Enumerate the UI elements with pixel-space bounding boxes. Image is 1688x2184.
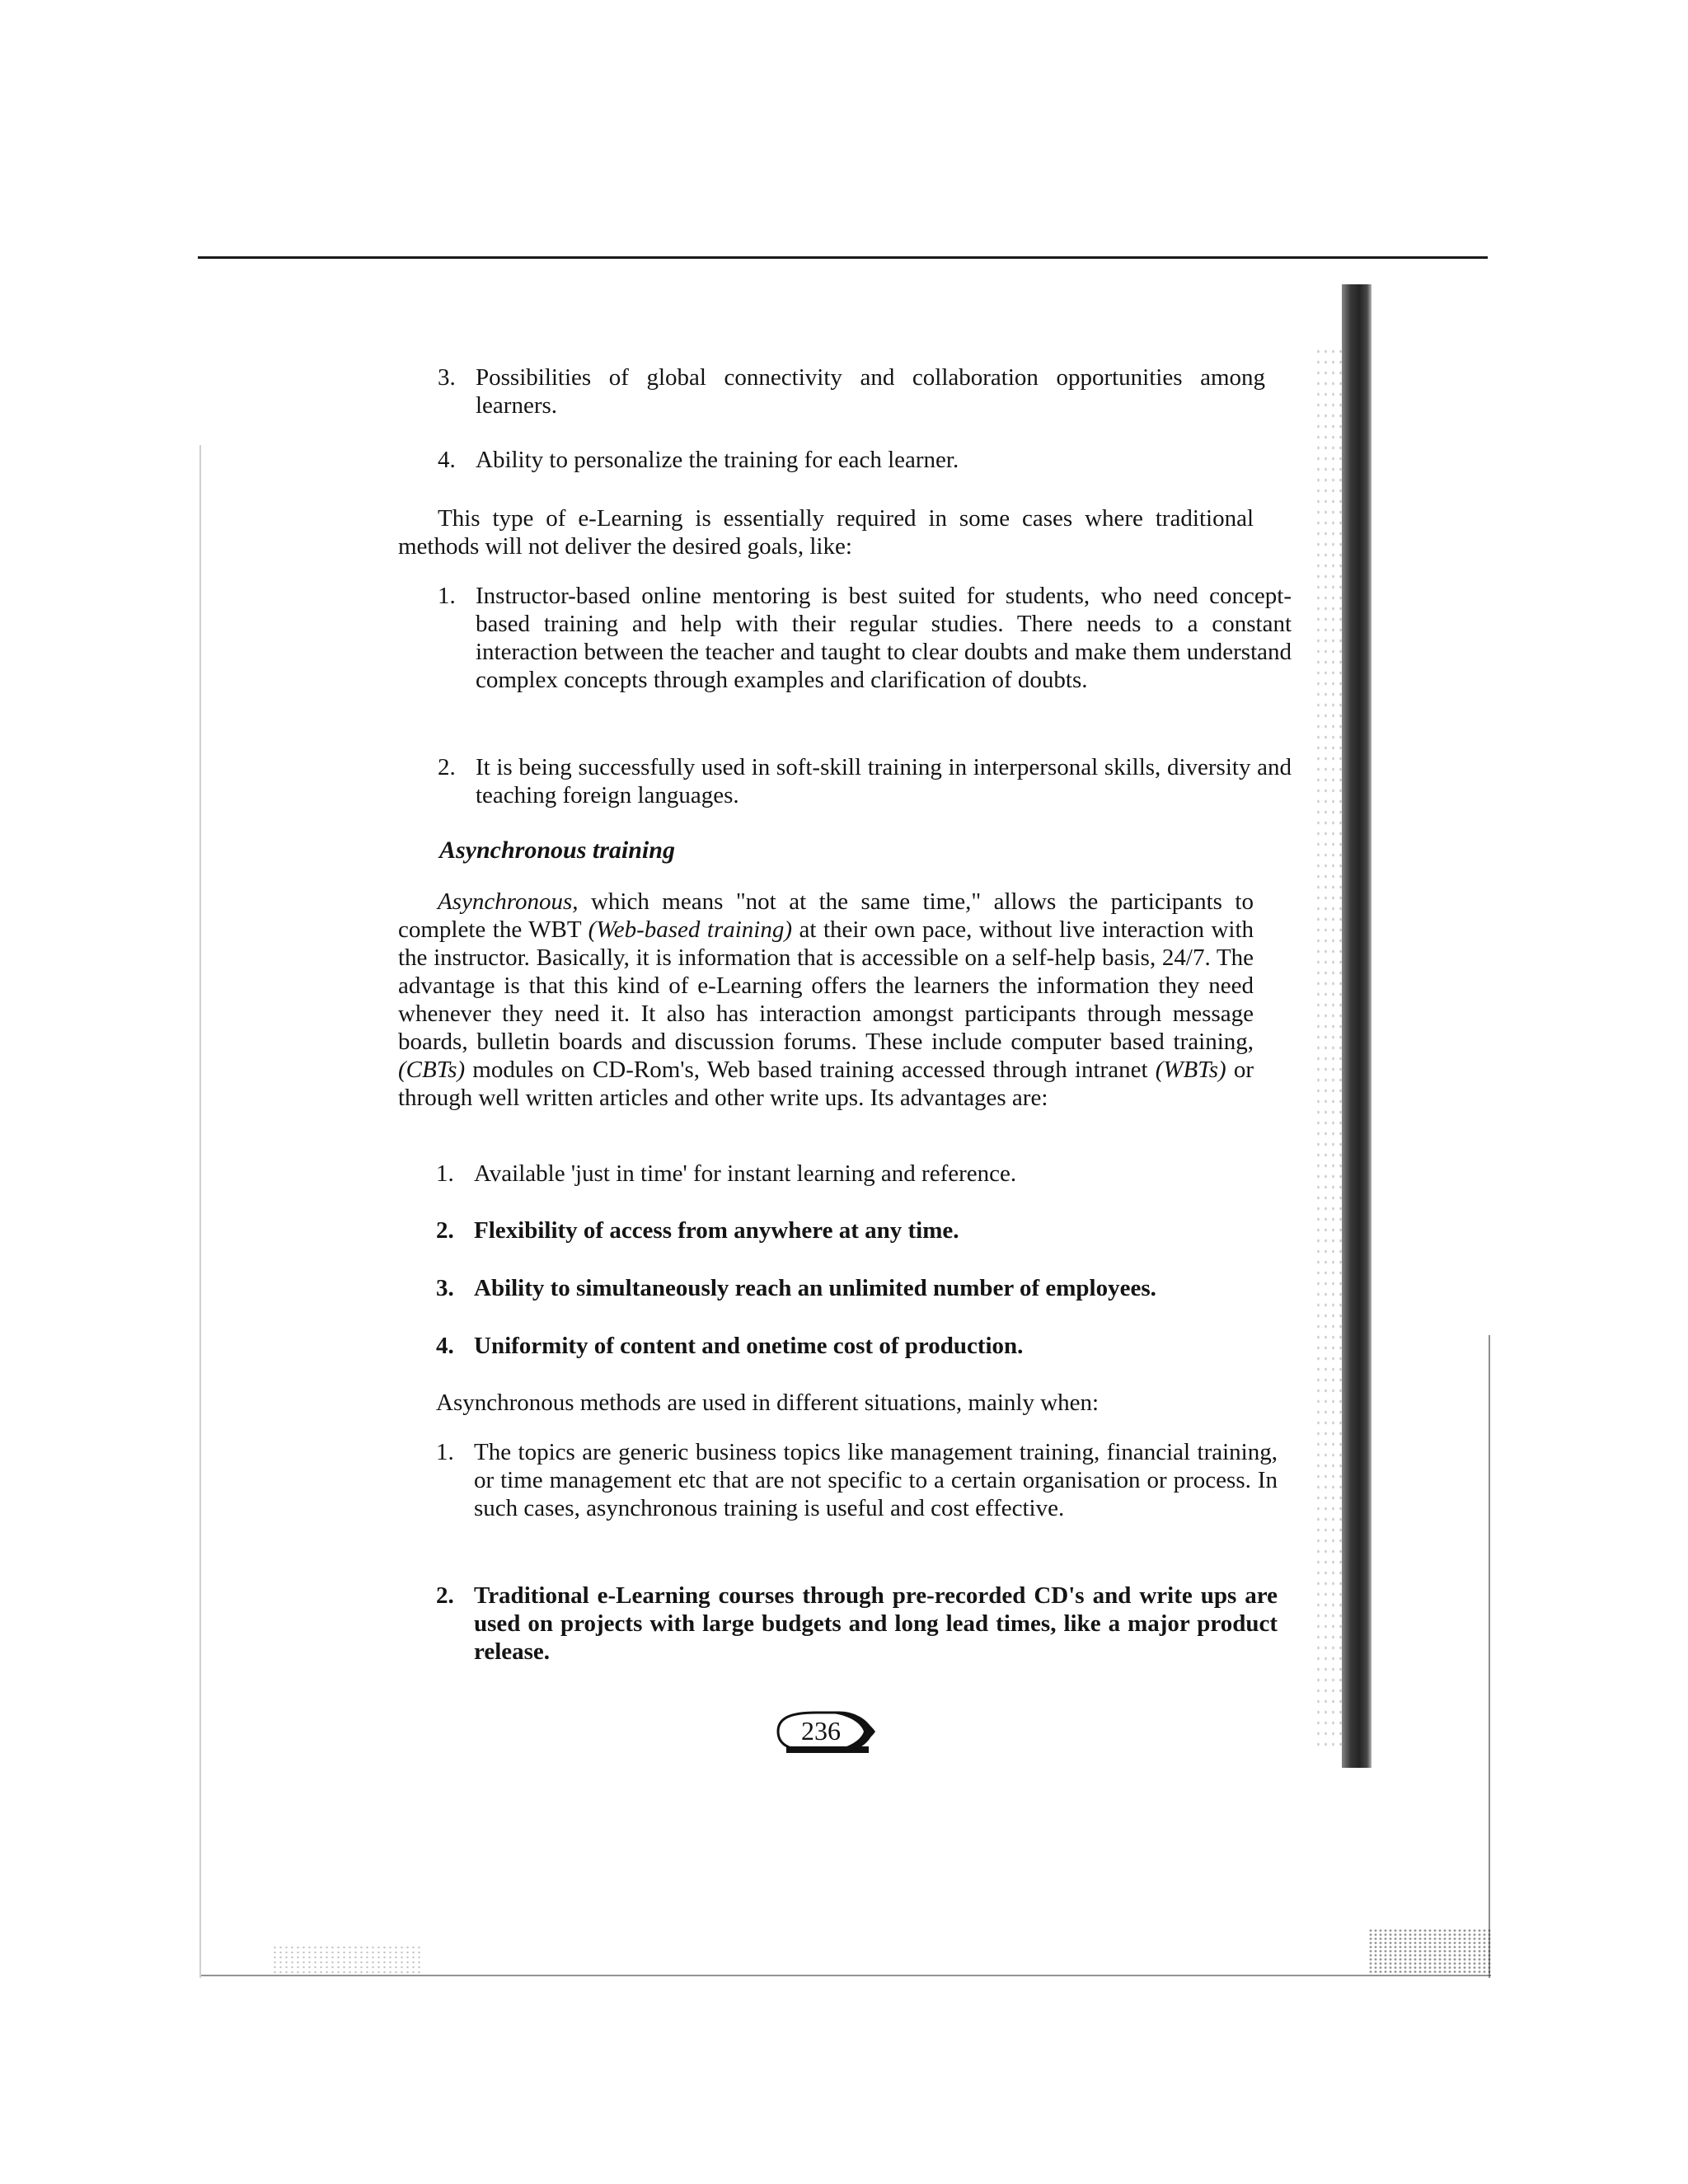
- wbt-expansion: (Web-based training): [588, 916, 793, 943]
- list-item-text: The topics are generic business topics like management training, financial training, or time management etc that are not specific to a certain organisation or process. In such cases, asynchronous training is useful and cost effective.: [474, 1439, 1278, 1521]
- intro-paragraph: [398, 504, 1254, 560]
- page-number: 236: [801, 1716, 841, 1746]
- wbts-abbrev: (WBTs): [1155, 1057, 1226, 1083]
- async-text-part: or through well written articles and other write ups. Its advantages are:: [398, 1057, 1254, 1111]
- list-item-text: Instructor-based online mentoring is best suited for students, who need concept-based training and help with their regular studies. There needs to a constant interaction between the teacher and taught to clear doubts and make them understand complex concepts through examples and clarification of doubts.: [476, 583, 1292, 693]
- list-item-text: Traditional e-Learning courses through pre-recorded CD's and write ups are used on projects with large budgets and long lead times, like a major product release.: [474, 1582, 1278, 1665]
- list-number: 4.: [438, 447, 456, 473]
- situations-intro-text: Asynchronous methods are used in different situations, mainly when:: [436, 1390, 1100, 1416]
- async-text-part: at their own pace, without live interaction with the instructor. Basically, it is information that is accessible on a self-help basis, 24/7. The advantage is that this kind of e-Learning offers the learners the information they need whenever they need it. It also has interaction amongst participants through message boards, bulletin boards and discussion forums. These include computer based training,: [398, 916, 1254, 1055]
- list-number: 3.: [436, 1275, 454, 1301]
- list-number: 1.: [436, 1160, 454, 1187]
- cbts-abbrev: (CBTs): [398, 1057, 466, 1083]
- list-item-text: Available 'just in time' for instant learning and reference.: [474, 1160, 1017, 1187]
- list-number: 2.: [436, 1217, 454, 1244]
- list-item-text: Flexibility of access from anywhere at any time.: [474, 1217, 959, 1244]
- async-paragraph-text: [398, 888, 1254, 1112]
- scan-noise: [1315, 346, 1348, 1747]
- list-number: 1.: [436, 1439, 454, 1465]
- list-number: 4.: [436, 1333, 454, 1359]
- left-margin-line: [199, 445, 201, 1978]
- page-number-badge: [775, 1708, 882, 1755]
- list-item-text: Possibilities of global connectivity and collaboration opportunities among learners.: [476, 364, 1265, 419]
- async-text-part: modules on CD-Rom's, Web based training accessed through intranet: [465, 1057, 1156, 1083]
- list-number: 2.: [438, 754, 456, 780]
- list-number: 2.: [436, 1582, 454, 1609]
- list-number: 3.: [438, 364, 456, 391]
- scan-noise: [272, 1945, 420, 1975]
- async-paragraph: [398, 888, 1254, 1112]
- list-item-text: Ability to simultaneously reach an unlimited number of employees.: [474, 1275, 1156, 1301]
- list-number: 1.: [438, 583, 456, 609]
- situations-intro: [436, 1389, 1260, 1417]
- top-rule: [198, 256, 1488, 259]
- intro-paragraph-text: This type of e-Learning is essentially required in some cases where traditional methods will not deliver the desired goals, like:: [398, 505, 1254, 560]
- term-asynchronous: Asynchronous,: [438, 888, 579, 915]
- bottom-rule: [201, 1975, 1491, 1976]
- list-item-text: It is being successfully used in soft-skill training in interpersonal skills, diversity and teaching foreign languages.: [476, 754, 1292, 808]
- scan-noise: [1368, 1929, 1492, 1975]
- section-heading: Asynchronous training: [439, 837, 675, 864]
- list-item-text: Ability to personalize the training for each learner.: [476, 447, 959, 473]
- list-item-text: Uniformity of content and onetime cost of production.: [474, 1333, 1024, 1359]
- async-text-part: which means "not at the same time," allows the participants to complete the WBT: [398, 888, 1254, 943]
- right-margin-line: [1489, 1335, 1490, 1978]
